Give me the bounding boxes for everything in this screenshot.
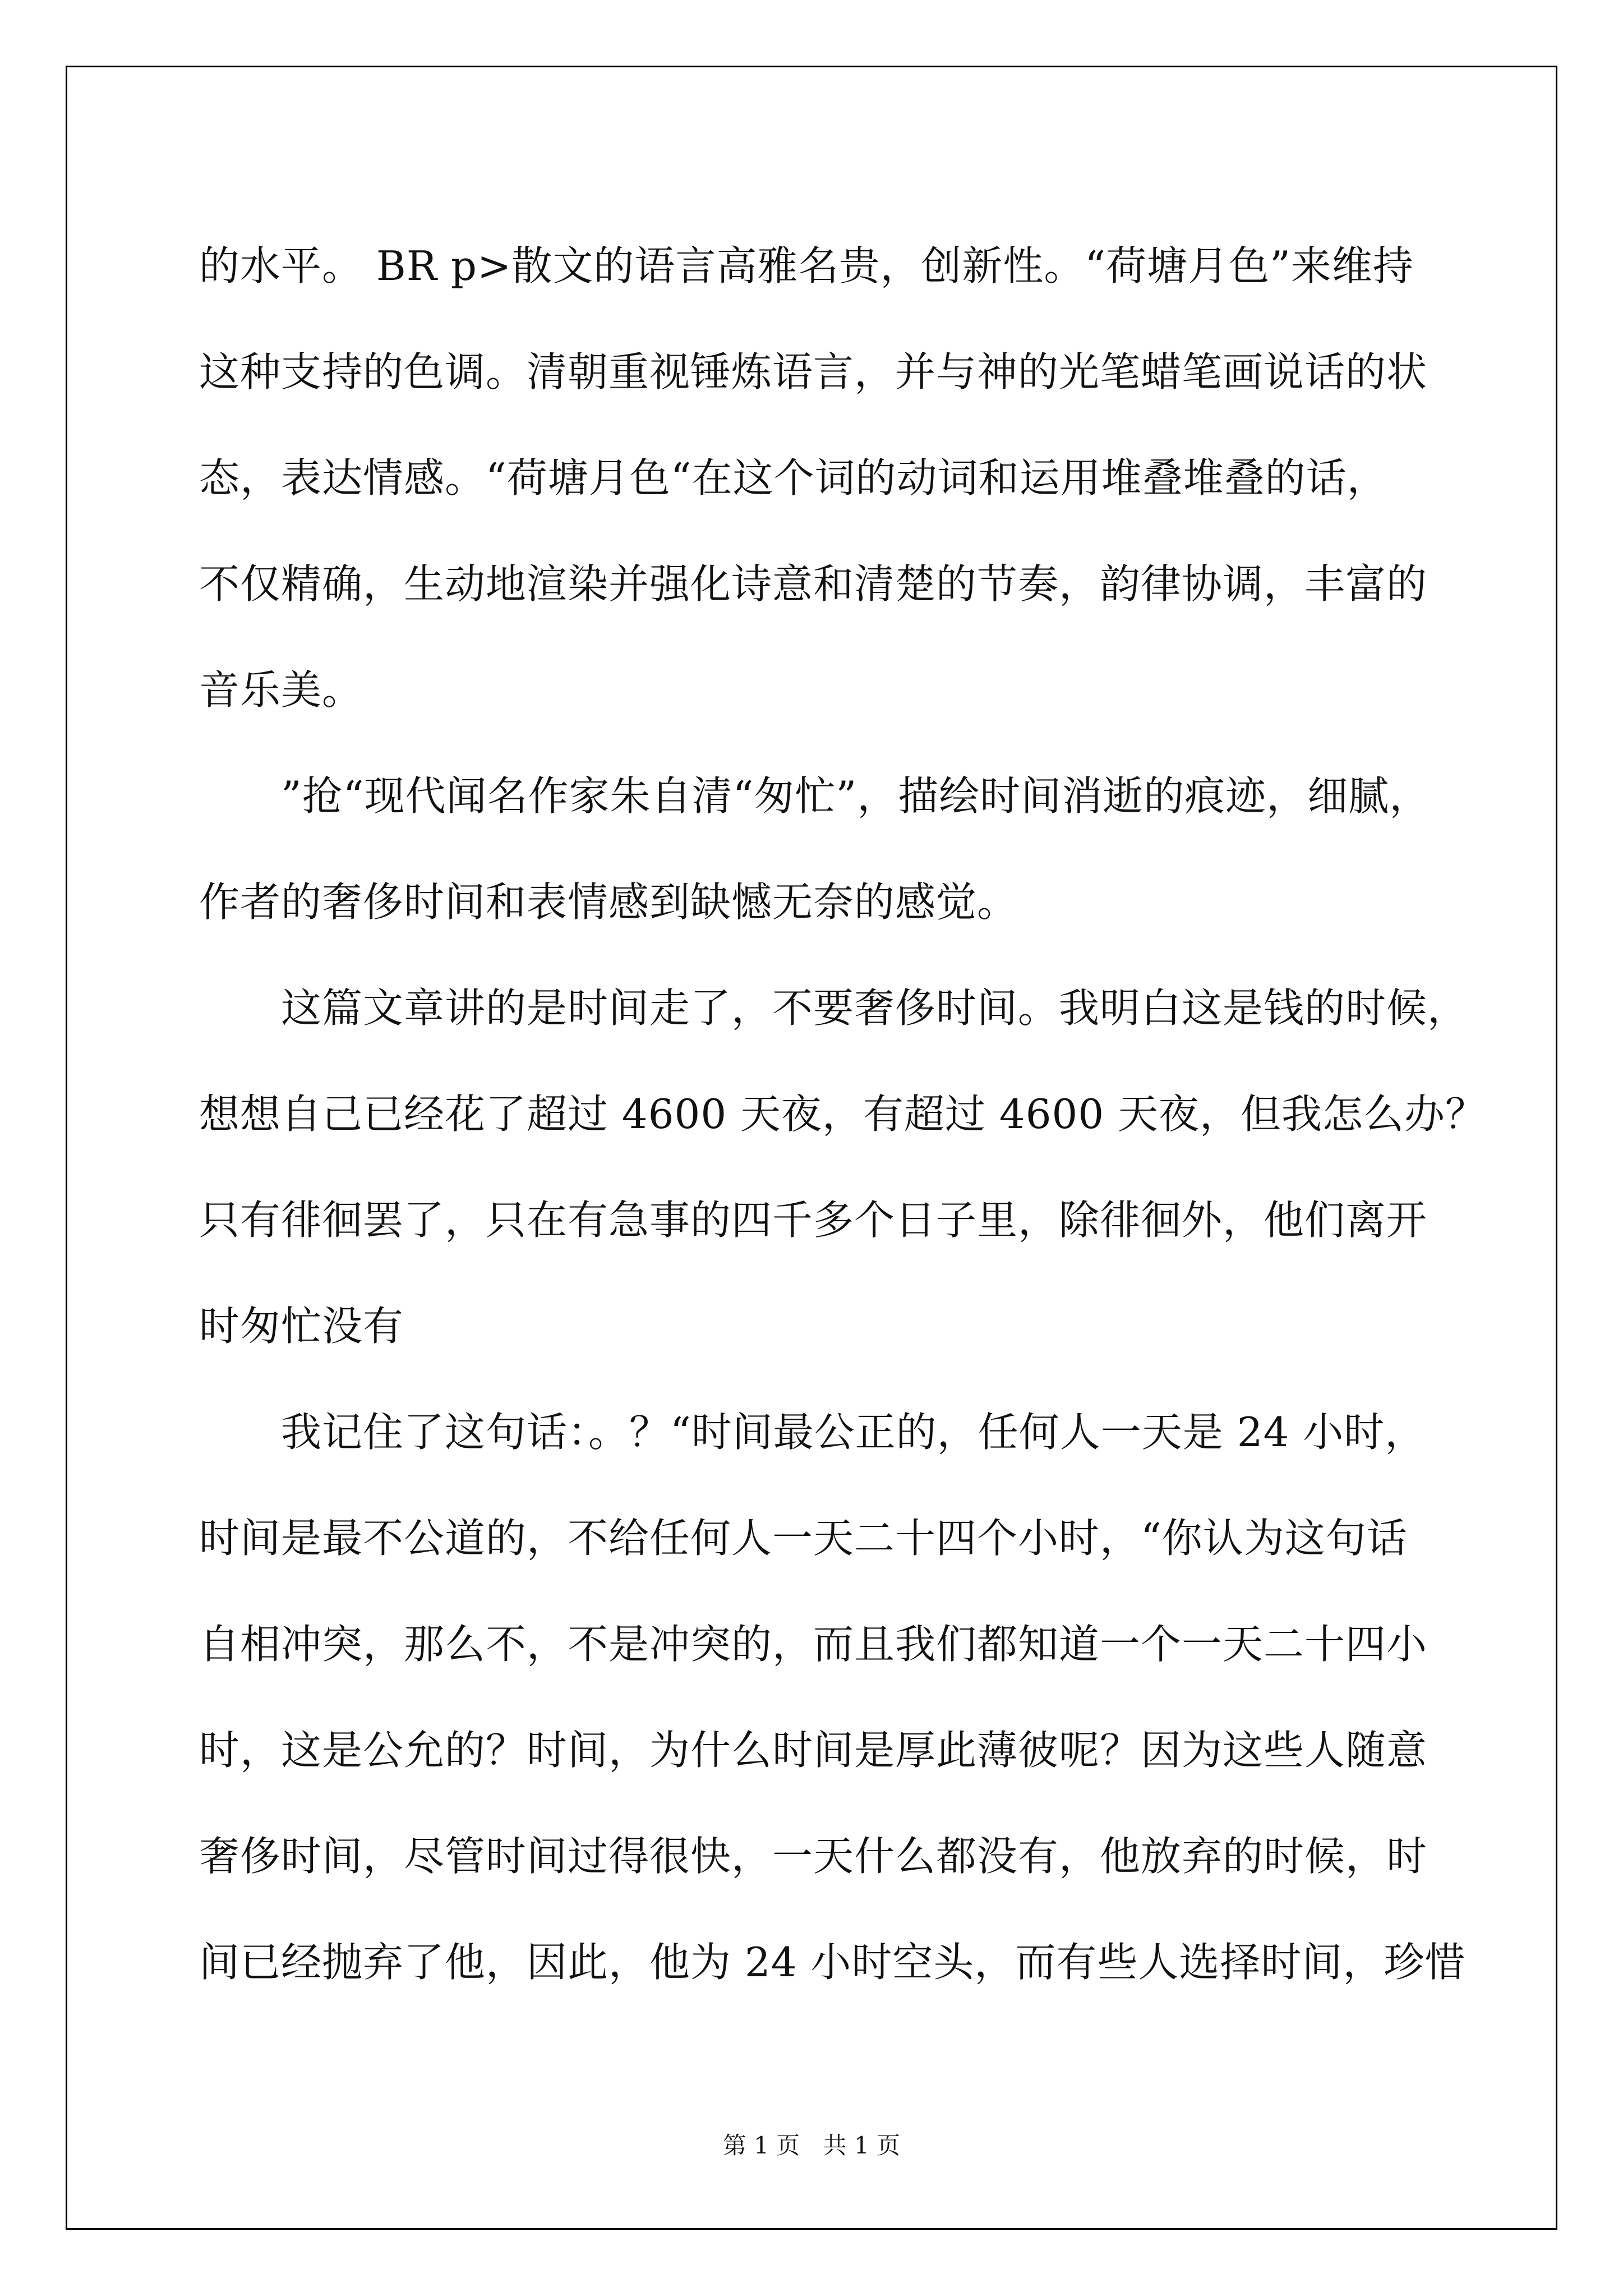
text-line: 时匆忙没有 [199,1303,404,1350]
text-line: 的水平。 BR p>散文的语言高雅名贵，创新性。“荷塘月色”来维持 [199,242,1414,289]
text-line: 自相冲突，那么不，不是冲突的，而且我们都知道一个一天二十四小 [199,1621,1428,1668]
paragraph-4 [199,1379,1466,2016]
text-line: 态，表达情感。“荷塘月色“在这个词的动词和运用堆叠堆叠的话， [199,454,1388,501]
document-body [199,213,1487,2016]
text-line: 时，这是公允的？时间，为什么时间是厚此薄彼呢？因为这些人随意 [199,1727,1428,1774]
text-line: 奢侈时间，尽管时间过得很快，一天什么都没有，他放弃的时候，时 [199,1833,1428,1880]
text-line: 想想自己已经花了超过 4600 天夜，有超过 4600 天夜，但我怎么办？ [199,1091,1487,1138]
text-line: 不仅精确，生动地渲染并强化诗意和清楚的节奏，韵律协调，丰富的 [199,560,1428,608]
page-total: 共 1 页 [823,2132,901,2159]
text-line: 这种支持的色调。清朝重视锤炼语言，并与神的光笔蜡笔画说话的状 [199,348,1428,395]
text-line: 时间是最不公道的，不给任何人一天二十四个小时，“你认为这句话 [199,1515,1408,1562]
page-footer [0,2127,1623,2161]
text-line: 这篇文章讲的是时间走了，不要奢侈时间。我明白这是钱的时候， [281,984,1469,1032]
paragraph-3 [199,955,1487,1379]
text-line: 我记住了这句话：。？“时间最公正的，任何人一天是 24 小时， [281,1409,1426,1456]
paragraph-1 [199,213,1433,743]
text-line: 只有徘徊罢了，只在有急事的四千多个日子里，除徘徊外，他们离开 [199,1197,1428,1244]
page-number: 第 1 页 [722,2132,800,2159]
text-line: 音乐美。 [199,666,363,714]
paragraph-2 [199,743,1433,955]
text-line: 作者的奢侈时间和表情感到缺憾无奈的感觉。 [199,878,1018,926]
text-line: ”抢“现代闻名作家朱自清“匆忙”，描绘时间消逝的痕迹，细腻， [281,772,1431,820]
text-line: 间已经抛弃了他，因此，他为 24 小时空头，而有些人选择时间，珍惜 [199,1939,1466,1986]
